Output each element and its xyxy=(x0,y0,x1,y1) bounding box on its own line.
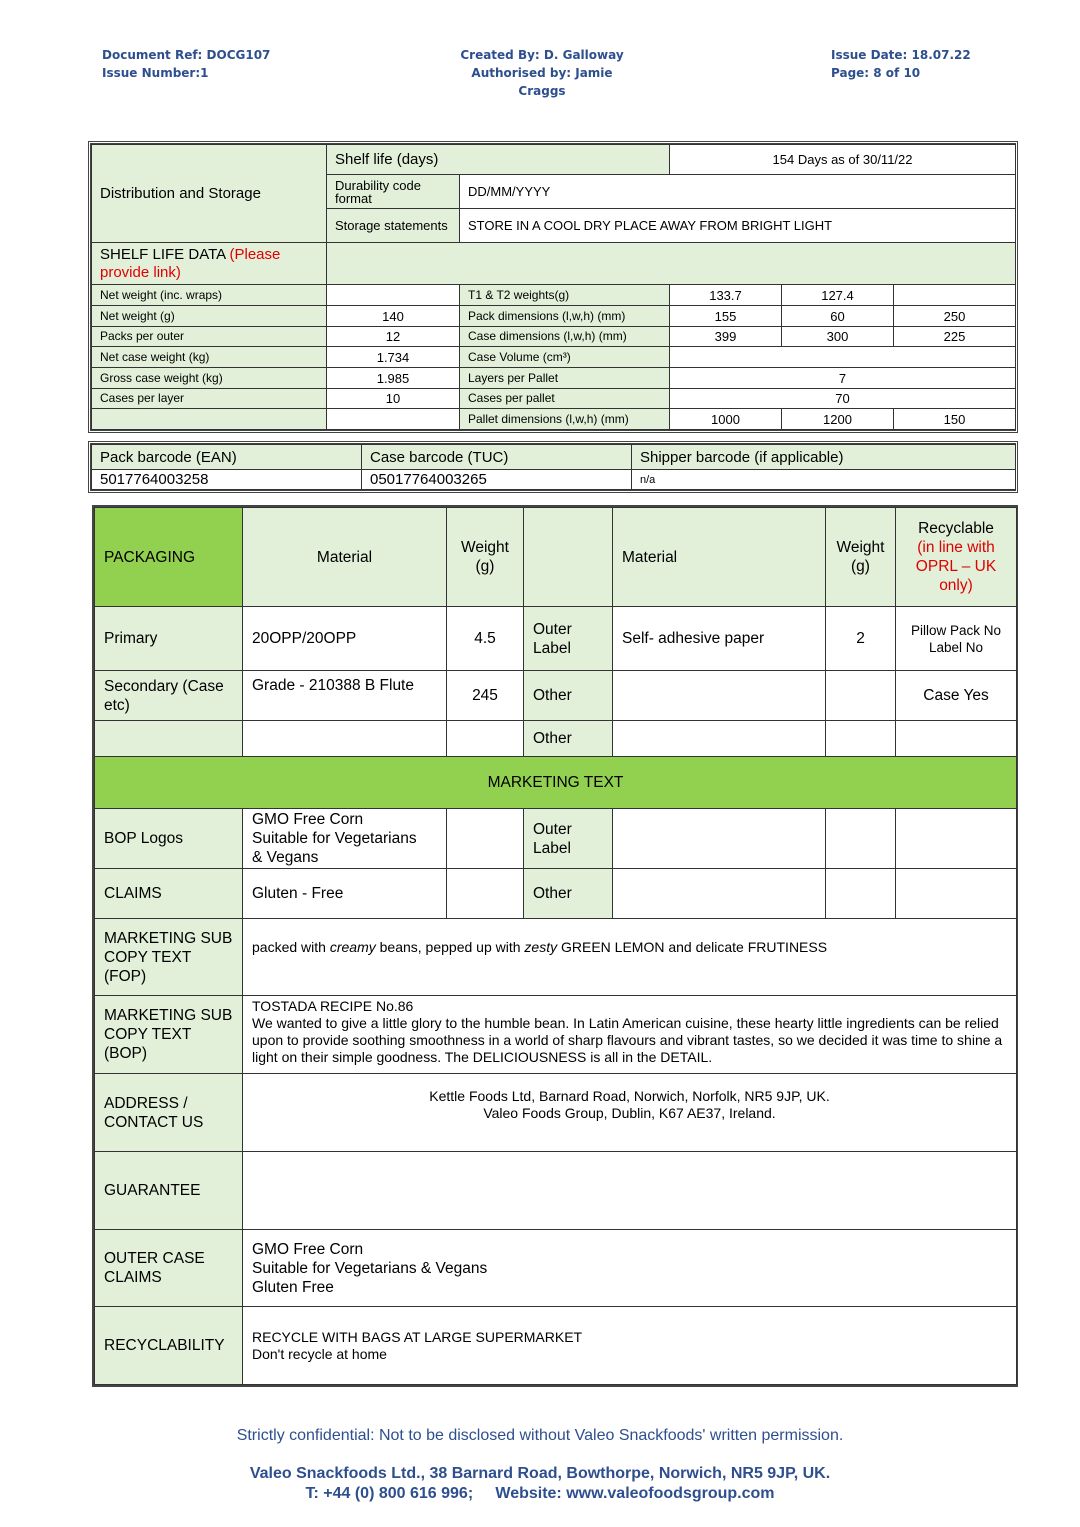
secondary-type-weight xyxy=(826,671,896,721)
distribution-label: Distribution and Storage xyxy=(92,145,327,243)
pallet-empty-value xyxy=(327,409,460,430)
weight-header: Weight (g) xyxy=(447,508,524,607)
shelf-life-label: Shelf life (days) xyxy=(327,145,670,175)
case-volume-label: Case Volume (cm³) xyxy=(460,347,670,368)
durability-value: DD/MM/YYYY xyxy=(460,175,1016,209)
fop-label: MARKETING SUB COPY TEXT (FOP) xyxy=(95,919,243,996)
layers-value: 7 xyxy=(670,368,1016,389)
storage-label: Storage statements xyxy=(327,209,460,243)
confidential-notice: Strictly confidential: Not to be disclosed without Valeo Snackfoods' written permission. xyxy=(236,1427,844,1444)
outer-claims-label: OUTER CASE CLAIMS xyxy=(95,1230,243,1307)
primary-recyclable xyxy=(896,607,1017,671)
outer-claims-value xyxy=(243,1230,1017,1307)
net-weight-label: Net weight (g) xyxy=(92,306,327,327)
shelf-life-value: 154 Days as of 30/11/22 xyxy=(670,145,1016,175)
pallet-width: 1200 xyxy=(782,409,894,430)
bop-logos-weight xyxy=(447,809,524,869)
shelf-life-data-link xyxy=(327,243,1016,285)
address-line: Kettle Foods Ltd, Barnard Road, Norwich, Norfolk, NR5 9JP, UK. xyxy=(429,1088,830,1104)
third-label xyxy=(95,721,243,757)
material-header: Material xyxy=(243,508,447,607)
cases-pallet-value: 70 xyxy=(670,389,1016,409)
gross-case-value: 1.985 xyxy=(327,368,460,389)
shipper-barcode-value: n/a xyxy=(632,470,1016,490)
case-height: 225 xyxy=(894,327,1016,347)
fop-part: packed with xyxy=(252,939,330,955)
claims-label: CLAIMS xyxy=(95,869,243,919)
claims-recyclable xyxy=(896,869,1017,919)
recyclable-title: Recyclable xyxy=(918,520,994,537)
t2-value: 127.4 xyxy=(782,285,894,306)
case-width: 300 xyxy=(782,327,894,347)
material-header-2: Material xyxy=(613,508,826,607)
pallet-length: 1000 xyxy=(670,409,782,430)
primary-type-weight: 2 xyxy=(826,607,896,671)
claims-type-weight xyxy=(826,869,896,919)
pillow-pack-recyclable: Pillow Pack No xyxy=(910,622,1002,638)
packs-outer-value: 12 xyxy=(327,327,460,347)
bop-logos-type-weight xyxy=(826,809,896,869)
secondary-recyclable: Case Yes xyxy=(896,671,1017,721)
company-address: Valeo Snackfoods Ltd., 38 Barnard Road, Bowthorpe, Norwich, NR5 9JP, UK. xyxy=(249,1465,831,1482)
net-weight-wraps-label: Net weight (inc. wraps) xyxy=(92,285,327,306)
bop-logos-recyclable xyxy=(896,809,1017,869)
fop-part: beans, pepped up with xyxy=(375,939,525,955)
recyclability-label: RECYCLABILITY xyxy=(95,1307,243,1385)
t1-value: 133.7 xyxy=(670,285,782,306)
bop-logo-line: & Vegans xyxy=(252,849,319,866)
storage-value: STORE IN A COOL DRY PLACE AWAY FROM BRIGHT LIGHT xyxy=(460,209,1016,243)
guarantee-value xyxy=(243,1152,1017,1230)
t3-empty xyxy=(894,285,1016,306)
pallet-empty-label xyxy=(92,409,327,430)
address-value xyxy=(243,1074,1017,1152)
shipper-barcode-label: Shipper barcode (if applicable) xyxy=(632,445,1016,470)
recyclability-value xyxy=(243,1307,1017,1385)
fop-emphasis: creamy xyxy=(329,939,376,955)
fop-text xyxy=(243,919,1017,996)
primary-weight: 4.5 xyxy=(447,607,524,671)
bop-logos-value xyxy=(243,809,447,869)
recyclability-line: Don't recycle at home xyxy=(252,1345,387,1362)
marketing-title: MARKETING TEXT xyxy=(95,757,1017,809)
company-contact: T: +44 (0) 800 616 996; Website: www.valeofoodsgroup.com xyxy=(305,1485,775,1502)
third-type: Other xyxy=(524,721,613,757)
weight-header-2: Weight (g) xyxy=(826,508,896,607)
guarantee-label: GUARANTEE xyxy=(95,1152,243,1230)
primary-type: Outer Label xyxy=(524,607,613,671)
doc-ref: Document Ref: DOCG107 xyxy=(102,48,271,62)
fop-emphasis: zesty xyxy=(524,939,558,955)
address-label: ADDRESS / CONTACT US xyxy=(95,1074,243,1152)
primary-material: 20OPP/20OPP xyxy=(243,607,447,671)
pack-dims-label: Pack dimensions (l,w,h) (mm) xyxy=(460,306,670,327)
header-right xyxy=(831,46,971,82)
case-barcode-label: Case barcode (TUC) xyxy=(362,445,632,470)
header-center xyxy=(458,46,626,100)
header-left xyxy=(102,46,270,82)
primary-label: Primary xyxy=(95,607,243,671)
outer-claim: Gluten Free xyxy=(252,1278,334,1296)
bop-logo-line: GMO Free Corn xyxy=(252,811,364,828)
document-header xyxy=(0,46,1080,98)
secondary-material: Grade - 210388 B Flute xyxy=(243,671,447,721)
gross-case-label: Gross case weight (kg) xyxy=(92,368,327,389)
pack-height: 250 xyxy=(894,306,1016,327)
cases-pallet-label: Cases per pallet xyxy=(460,389,670,409)
fop-part: GREEN LEMON and delicate FRUTINESS xyxy=(557,939,828,955)
bop-logos-type: Outer Label xyxy=(524,809,613,869)
third-type-weight xyxy=(826,721,896,757)
recyclability-line: RECYCLE WITH BAGS AT LARGE SUPERMARKET xyxy=(252,1328,583,1345)
outer-claim: GMO Free Corn xyxy=(252,1240,364,1258)
case-barcode-value: 05017764003265 xyxy=(362,470,632,490)
created-by: Created By: D. Galloway xyxy=(460,48,624,62)
bop-recipe-body: We wanted to give a little glory to the humble bean. In Latin American cuisine, these hearty little ingredients can be relied upon to provide soothing smoothness in a world of sharp flavours and vibrant tastes, so we decided it was time to shine a light on their simple goodness. The DELICIOUSNESS is all in the DETAIL. xyxy=(252,1015,1003,1065)
claims-weight xyxy=(447,869,524,919)
secondary-type: Other xyxy=(524,671,613,721)
secondary-label: Secondary (Case etc) xyxy=(95,671,243,721)
address-line: Valeo Foods Group, Dublin, K67 AE37, Ireland. xyxy=(483,1105,776,1121)
authorised-by: Authorised by: Jamie Craggs xyxy=(471,66,613,98)
bop-logo-line: Suitable for Vegetarians xyxy=(252,830,417,847)
claims-value: Gluten - Free xyxy=(243,869,447,919)
bop-recipe-title: TOSTADA RECIPE No.86 xyxy=(252,998,414,1014)
bop-text xyxy=(243,996,1017,1074)
secondary-weight: 245 xyxy=(447,671,524,721)
packs-outer-label: Packs per outer xyxy=(92,327,327,347)
third-recyclable xyxy=(896,721,1017,757)
recyclable-header xyxy=(896,508,1017,607)
outer-claim: Suitable for Vegetarians & Vegans xyxy=(252,1259,488,1277)
pack-barcode-label: Pack barcode (EAN) xyxy=(92,445,362,470)
net-case-label: Net case weight (kg) xyxy=(92,347,327,368)
pallet-height: 150 xyxy=(894,409,1016,430)
case-volume-value xyxy=(670,347,1016,368)
issue-date: Issue Date: 18.07.22 xyxy=(831,48,971,62)
cases-layer-label: Cases per layer xyxy=(92,389,327,409)
third-type-material xyxy=(613,721,826,757)
t1t2-label: T1 & T2 weights(g) xyxy=(460,285,670,306)
claims-type: Other xyxy=(524,869,613,919)
net-weight-wraps-value xyxy=(327,285,460,306)
barcode-table xyxy=(88,441,1018,493)
third-weight xyxy=(447,721,524,757)
pack-barcode-value: 5017764003258 xyxy=(92,470,362,490)
case-length: 399 xyxy=(670,327,782,347)
pack-width: 60 xyxy=(782,306,894,327)
company-footer xyxy=(0,1464,1080,1504)
page-number: Page: 8 of 10 xyxy=(831,66,921,80)
net-case-value: 1.734 xyxy=(327,347,460,368)
net-weight-value: 140 xyxy=(327,306,460,327)
case-dims-label: Case dimensions (l,w,h) (mm) xyxy=(460,327,670,347)
primary-type-material: Self- adhesive paper xyxy=(613,607,826,671)
packaging-table xyxy=(92,505,1018,1387)
durability-label: Durability code format xyxy=(327,175,460,209)
cases-layer-value: 10 xyxy=(327,389,460,409)
shelf-life-data-note: (Please provide link) xyxy=(100,245,281,281)
distribution-table xyxy=(88,141,1018,433)
bop-logos-type-material xyxy=(613,809,826,869)
pallet-dims-label: Pallet dimensions (l,w,h) (mm) xyxy=(460,409,670,430)
issue-number: Issue Number:1 xyxy=(102,66,209,80)
bop-logos-label: BOP Logos xyxy=(95,809,243,869)
shelf-life-data-label xyxy=(92,243,327,285)
shelf-life-data-title: SHELF LIFE DATA xyxy=(100,245,226,263)
bop-label: MARKETING SUB COPY TEXT (BOP) xyxy=(95,996,243,1074)
label-recyclable: Label No xyxy=(928,639,984,655)
layers-label: Layers per Pallet xyxy=(460,368,670,389)
secondary-type-material xyxy=(613,671,826,721)
pack-length: 155 xyxy=(670,306,782,327)
third-material xyxy=(243,721,447,757)
packaging-title: PACKAGING xyxy=(95,508,243,607)
claims-type-material xyxy=(613,869,826,919)
type-header xyxy=(524,508,613,607)
recyclable-note: (in line with OPRL – UK only) xyxy=(915,539,997,594)
